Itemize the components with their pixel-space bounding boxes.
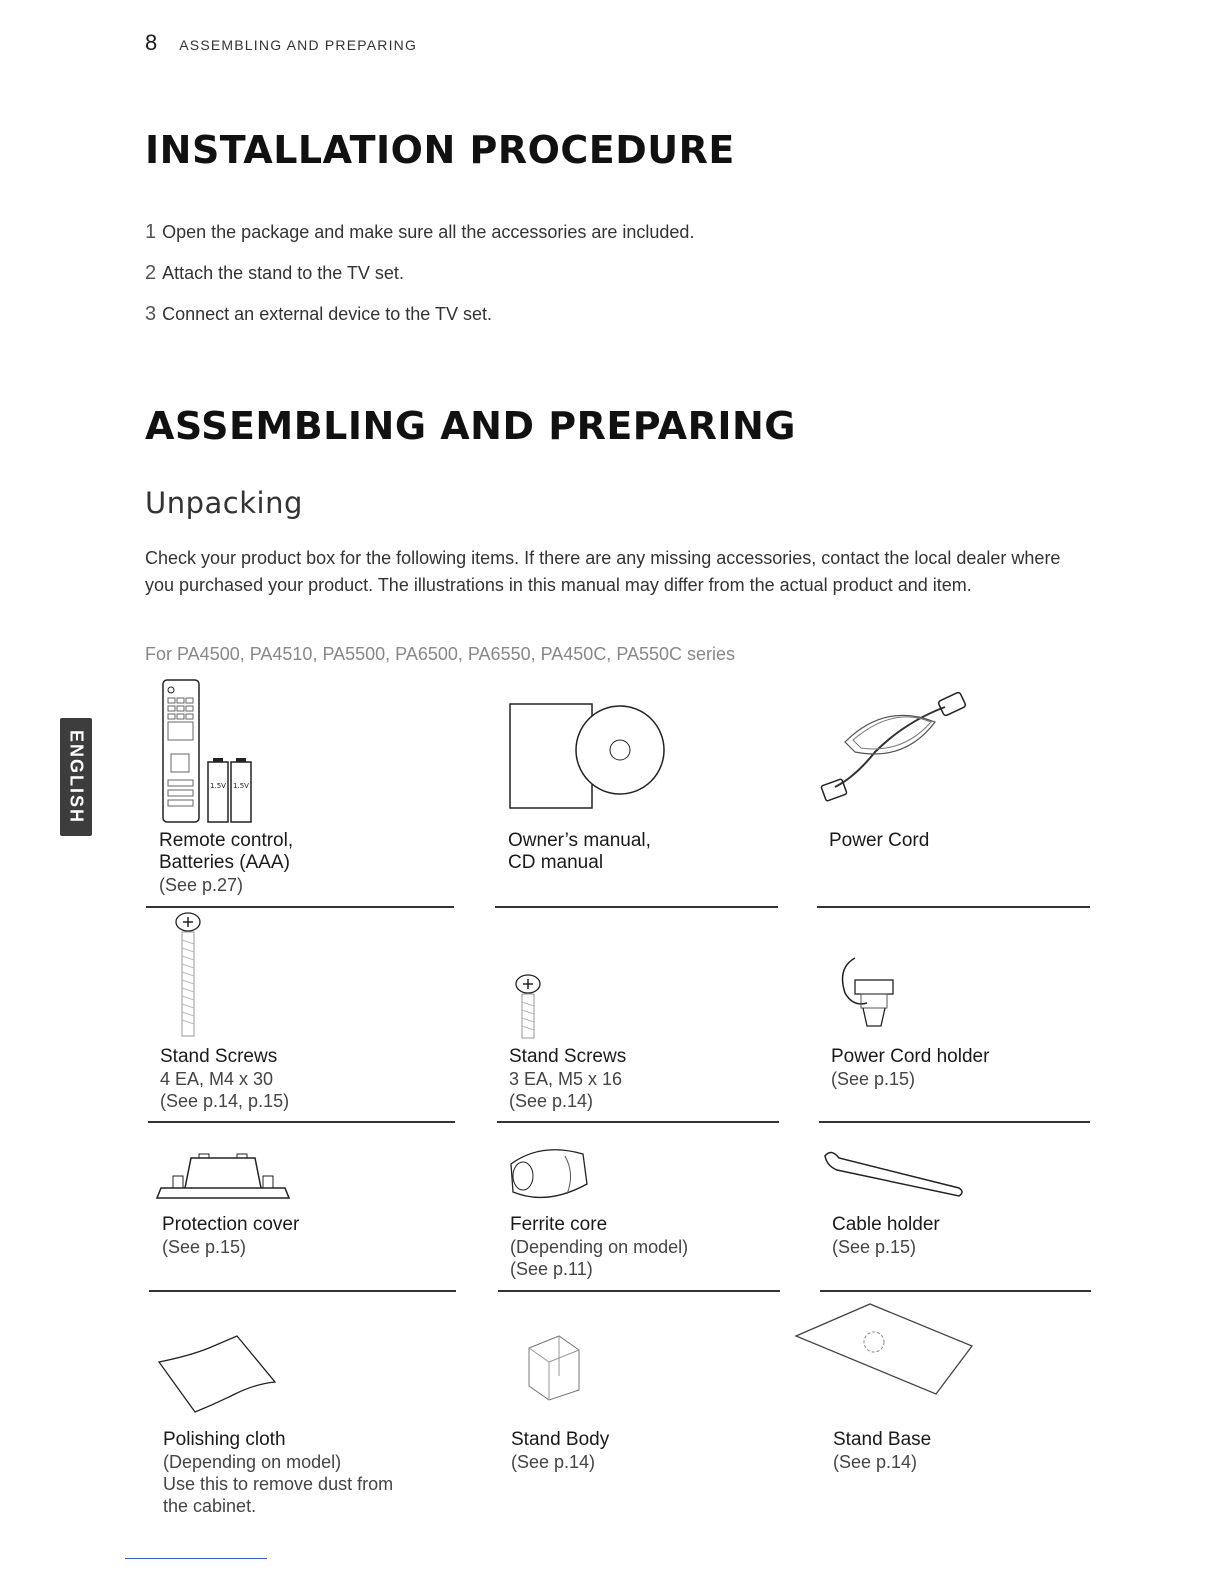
item-polishing-cloth: Polishing cloth (Depending on model) Use this to remove dust from the cabinet.: [163, 1429, 394, 1516]
unpacking-intro: Check your product box for the following items. If there are any missing accessories, contact the local dealer where you purchased your product. The illustrations in this manual may differ from the actual product and item.: [145, 548, 1061, 595]
row-divider: [148, 1121, 455, 1123]
ferrite-core-illustration: [505, 1142, 595, 1212]
row-divider: [817, 906, 1090, 908]
item-stand-body: Stand Body (See p.14): [511, 1429, 610, 1472]
remote-control-illustration: [155, 676, 265, 826]
item-cable-holder: Cable holder (See p.15): [832, 1214, 940, 1257]
manual-cd-illustration: [505, 694, 675, 814]
cable-holder-illustration: [815, 1142, 965, 1198]
item-ferrite-core: Ferrite core (Depending on model) (See p.11): [510, 1214, 689, 1279]
language-label: ENGLISH: [66, 729, 87, 825]
short-screw-illustration: [510, 972, 550, 1042]
battery-label-1: 1.5V: [210, 782, 226, 790]
power-cord-holder-illustration: [825, 938, 905, 1033]
item-protection-cover: Protection cover (See p.15): [162, 1214, 300, 1257]
installation-steps: [145, 220, 694, 343]
battery-label-2: 1.5V: [233, 782, 249, 790]
long-screw-illustration: [170, 910, 210, 1040]
assembling-title: ASSEMBLING AND PREPARING: [145, 404, 796, 448]
unpacking-subtitle: Unpacking: [145, 486, 303, 520]
item-remote-control: Remote control, Batteries (AAA) (See p.27): [159, 830, 294, 895]
row-divider: [820, 1290, 1091, 1292]
item-stand-screws-m5: Stand Screws 3 EA, M5 x 16 (See p.14): [509, 1046, 627, 1111]
page-number: 8: [145, 30, 158, 55]
power-cord-illustration: [815, 682, 975, 812]
row-divider: [146, 906, 454, 908]
row-divider: [149, 1290, 456, 1292]
protection-cover-illustration: [155, 1148, 295, 1204]
running-title: ASSEMBLING AND PREPARING: [179, 37, 418, 53]
item-power-cord-holder: Power Cord holder (See p.15): [831, 1046, 990, 1089]
polishing-cloth-illustration: [155, 1334, 280, 1414]
item-power-cord: Power Cord: [829, 830, 930, 851]
item-stand-base: Stand Base (See p.14): [833, 1429, 932, 1472]
running-header: [145, 30, 417, 56]
language-side-tab: [60, 718, 92, 836]
installation-title: INSTALLATION PROCEDURE: [145, 128, 735, 172]
step-item: 2 Attach the stand to the TV set.: [145, 262, 404, 284]
item-owners-manual: Owner’s manual, CD manual: [508, 830, 651, 873]
stand-body-illustration: [515, 1330, 595, 1402]
step-item: 1 Open the package and make sure all the accessories are included.: [145, 221, 695, 243]
row-divider: [819, 1121, 1090, 1123]
row-divider: [495, 906, 778, 908]
footnote-rule: [125, 1558, 267, 1559]
row-divider: [498, 1290, 780, 1292]
step-item: 3 Connect an external device to the TV set.: [145, 303, 492, 325]
item-stand-screws-m4: Stand Screws 4 EA, M4 x 30 (See p.14, p.15): [160, 1046, 290, 1111]
series-note: For PA4500, PA4510, PA5500, PA6500, PA6550, PA450C, PA550C series: [145, 644, 736, 664]
row-divider: [497, 1121, 779, 1123]
stand-base-illustration: [792, 1300, 976, 1400]
